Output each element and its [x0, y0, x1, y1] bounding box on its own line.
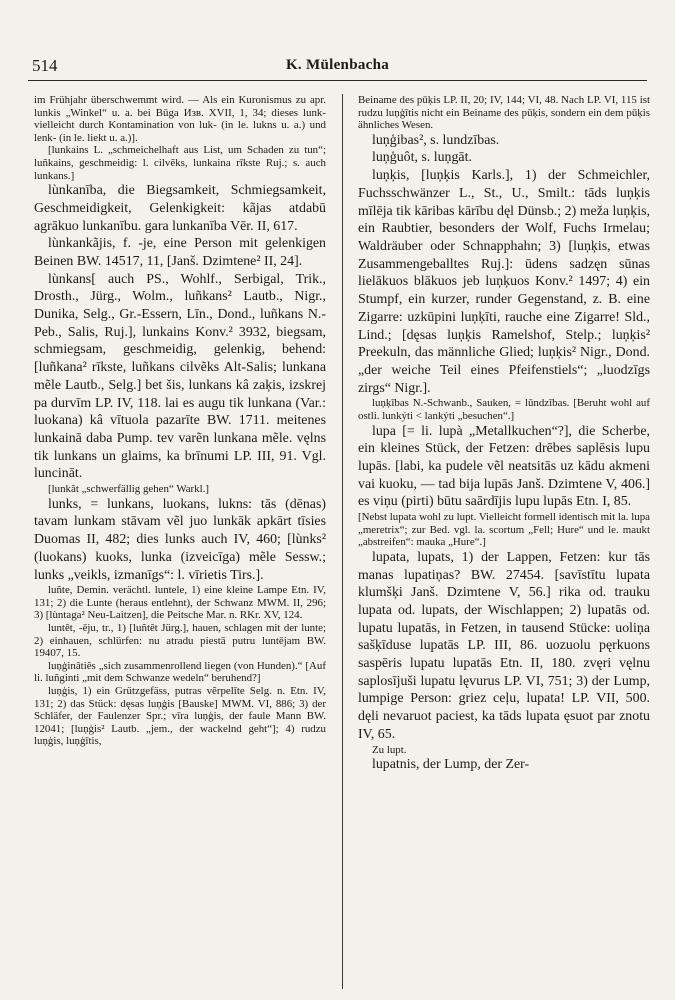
dictionary-entry: Beiname des pūķis LP. II, 20; IV, 144; VI, 48. Nach LP. VI, 115 ist rudzu luņģītis nicht ein Beiname des pūķis, sondern ein dem pūķis ähnliches Wesen.	[358, 94, 650, 132]
column-divider	[342, 94, 343, 989]
running-title: K. Mülenbacha	[285, 57, 390, 73]
dictionary-entry: luņģis, 1) ein Grützgefäss, putras vẽrpelīte Selg. n. Etn. IV, 131; 2) das Stück: dęsas luņģis [Bauske] MWM. VI, 886; 3) der Schläfer, der Faulenzer Spr.; vīra luņģis, der faule Mann BW. 12041; [luņģis² Lautb. „jem., der wackelnd geht“]; 4) rudzu luņģis, luņģītis,	[34, 684, 326, 748]
dictionary-entry: lupatnis, der Lump, der Zer-	[372, 757, 530, 773]
left-column	[34, 94, 326, 748]
dictionary-entry: luņģuôt, s. luņgāt.	[372, 150, 472, 166]
dictionary-entry: [Nebst lupata wohl zu lupt. Vielleicht formell identisch mit la. lupa „meretrix“; zur Bed. vgl. la. scortum „Fell; Hure“ und le. maukt „abstreifen“: mauka „Hure“.]	[358, 511, 650, 549]
dictionary-entry: [lunkãt „schwerfällig gehen“ Warkl.]	[48, 483, 210, 496]
dictionary-entry: luņģinâtiês „sich zusammenrollend liegen (von Hunden).“ [Auf li. luñginti „mit dem Schwanze wedeln“ beruhend?]	[34, 659, 326, 685]
dictionary-entry: luntêt, -ēju, tr., 1) [luñtêt Jürg.], hauen, schlagen mit der lunte; 2) einhauen, schlürfen: nu atradu piestā putru luntējam BW. 19407, 15.	[34, 622, 326, 660]
dictionary-entry: lupata, lupats, 1) der Lappen, Fetzen: kur tās manas lupatiņas? BW. 27454. [savīstītu lupata klumšķi Janš. Dzimtene V, 56.] rika od. trauku lupata od. lupats, der Wischlappen; 2) lupatās od. lupatu lupatās, in Fetzen, in tausend Stücke: uoliņa sašķīduse lupatās LP. III, 86. uozuolu pęrkuons saspēris lupatu lupatās Etn. II, 180. zvęri vęlnu saplosījuši lupatu lęvurus LP. VI, 751; 3) der Lump, lumpige Person: griez ceļu, lupata! LP. VII, 500. dęli nevaruot paciest, ka tāds lupata ęsuot par znotu IV, 65.	[358, 549, 650, 742]
page-header	[28, 54, 647, 81]
dictionary-entry: luņķības N.-Schwanb., Sauken, = lūndzības. [Beruht wohl auf ostli. lunkýti < lankýti „besuchen“.]	[358, 397, 650, 422]
dictionary-entry: luñte, Demin. verächtl. luntele, 1) eine kleine Lampe Etn. IV, 131; 2) die Lunte (heraus entlehnt), der Schwanz MWM. II, 296; 3) [lùntaga² Neu-Laitzen], die Peitsche Mar. n. RKr. XV, 124.	[34, 584, 326, 622]
dictionary-entry: lunks, = lunkans, luokans, lukns: tās (dēnas) tavam lunkam stāvam vẽl juo lunkāk apkārt tīsies Duomas II, 482; dies lunks auch IV, 460; [lùnks² (luokans) kuoks, lunka (izveicīga) mẽle Sessw.; lunks „veikls, izmanīgs“: l. vīrietis Tirs.].	[34, 496, 326, 583]
dictionary-entry: [lunkains L. „schmeichelhaft aus List, um Schaden zu tun“; luñkains, geschmeidig: l. cilvẽks, lunkaina rīkste Ruj.; s. auch lunkans.]	[34, 144, 326, 182]
dictionary-entry: Zu lupt.	[372, 743, 407, 756]
dictionary-entry: lùnkanība, die Biegsamkeit, Schmiegsamkeit, Geschmeidigkeit, Gelenkigkeit: kãjas atdabū agrākuo lunkanību. gara lunkanība Vēr. II, 617.	[34, 183, 326, 234]
page-number: 514	[32, 56, 58, 75]
dictionary-entry: lùnkankãjis, f. -je, eine Person mit gelenkigen Beinen BW. 14517, 11, [Janš. Dzimtene² II, 24].	[34, 236, 326, 269]
dictionary-entry: lupa [= li. lupà „Metallkuchen“?], die Scherbe, ein kleines Stück, der Fetzen: drēbes saplēsis lupu lupās. [labi, ka pudele vẽl neatsitās uz kādu akmeni vai kuoku, — tad bija lupās Janš. Dzimtene V, 406.] es viņu (pirti) būtu saārdījis lupu lupās Etn. I, 85.	[358, 423, 650, 510]
dictionary-entry: luņģibas², s. lundzības.	[372, 132, 500, 148]
dictionary-entry: lùnkans[ auch PS., Wohlf., Serbigal, Trik., Drosth., Jürg., Wolm., luñkans² Lautb., Nigr., Dunika, Selg., Gr.-Essern, Līn., Dond., luñkans N.-Peb., Salis, Ruj.], lunkains Konv.² 3932, biegsam, schmiegsam, geschmeidig, gelenkig, behend: [luñkana² rīkste, luñkans cilvẽks Alt-Salis; lunkana mẽle Lautb., Selg.] bet šis, lunkans kâ zaķis, izskrej pa durvīm LP. IV, 118. lai es augu tik lunkana (Var.: luokana) kâ vītuola pazarīte BW. 1711. meitenes lunkainā daba Pump. tev varẽn lunkana mẽle. vęlns tik lunkans un glaims, ka brīnumi LP. III, 91. Vgl. luncināt.	[34, 271, 326, 482]
dictionary-entry: luņķis, [luņķis Karls.], 1) der Schmeichler, Fuchsschwänzer L., St., U., Smilt.: tāds luņķis mīlēja tik kāribas kārību dęl Dünsb.; 2) meža luņķis, ein Raubtier, besonders der Wolf, Fuchs Irmelau; Waldräuber oder Schnapphahn; 3) [luņķis, etwas Zusammengeballtes Ruj.]: ūdens sadzęn sūnas lielākuos blākuos jeb luņķuos Konv.² 1497; 4) ein Stumpf, ein kurzer, runder Gegenstand, z. B. eine Zigarre: uzkūpini luņķīti, rauche eine Zigarre! Sld., Lind.; [dęsas luņķis Ramelshof, Stelp.; luņķis² Preekuln, das männliche Glied; luņķis² Nigr., Dond. „der weiche Teil eines Pfeifenstiels“; „luodzīgs zirgs“ Nigr.].	[358, 168, 650, 396]
right-column	[358, 94, 650, 774]
dictionary-entry: im Frühjahr überschwemmt wird. — Als ein Kuronismus zu apr. lunkis „Winkel“ u. a. bei Būga Изв. XVII, 1, 34; dieses lunk- vielleicht durch Kontamination von luk- (in le. lukns u. a.) und lenk- (in le. liekt u. a.)].	[34, 94, 326, 144]
